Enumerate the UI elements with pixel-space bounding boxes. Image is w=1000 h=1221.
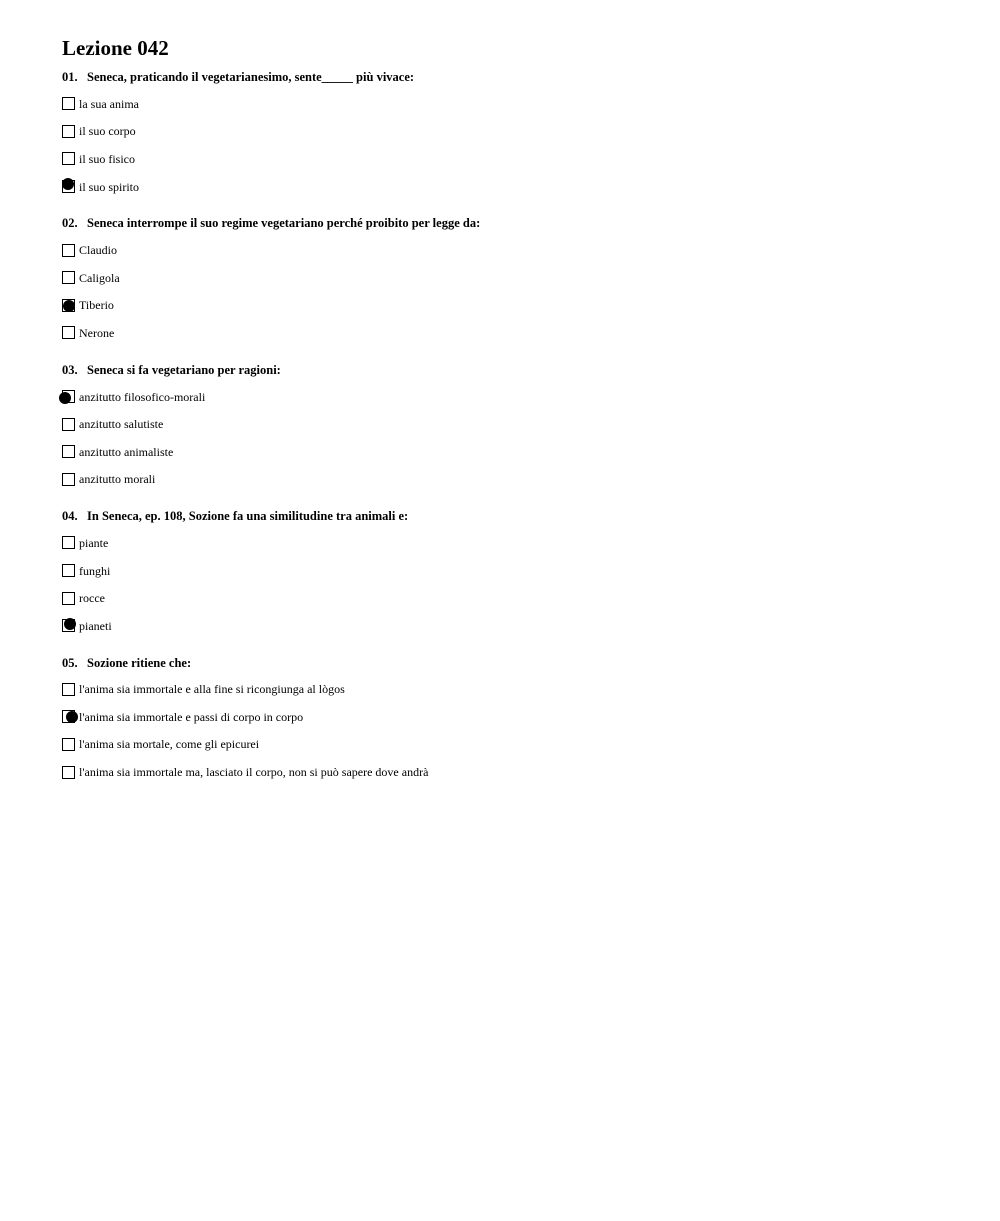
question-05 [62,654,962,786]
checkbox[interactable] [62,710,75,723]
option-label: Tiberio [79,298,114,313]
option-label: l'anima sia immortale e alla fine si ricongiunga al lògos [79,682,345,697]
question-number: 02. [62,216,78,231]
checkbox[interactable] [62,536,75,549]
option-q5-a[interactable] [62,676,962,704]
checkbox[interactable] [62,180,75,193]
checkbox[interactable] [62,418,75,431]
quiz-page [62,34,962,786]
option-label: l'anima sia immortale ma, lasciato il corpo, non si può sapere dove andrà [79,765,429,780]
checkbox[interactable] [62,326,75,339]
question-02 [62,214,962,346]
checkbox[interactable] [62,619,75,632]
option-q2-a[interactable] [62,236,962,264]
question-text [62,654,962,672]
option-label: Claudio [79,243,117,258]
option-label: piante [79,535,109,550]
option-label: pianeti [79,618,112,633]
option-q2-d[interactable] [62,319,962,347]
checkbox[interactable] [62,592,75,605]
option-label: funghi [79,563,111,578]
checkbox[interactable] [62,473,75,486]
option-q1-b[interactable] [62,118,962,146]
option-label: anzitutto animaliste [79,444,174,459]
option-label: Caligola [79,270,120,285]
option-q2-b[interactable] [62,264,962,292]
checked-mark [59,392,71,404]
option-label: l'anima sia mortale, come gli epicurei [79,737,260,752]
question-text [62,68,962,86]
checkbox[interactable] [62,97,75,110]
option-q5-c[interactable] [62,731,962,759]
option-q3-d[interactable] [62,466,962,494]
question-prompt: Seneca, praticando il vegetarianesimo, sente_____ più vivace: [87,70,415,84]
option-q4-a[interactable] [62,529,962,557]
checkbox[interactable] [62,299,75,312]
question-text [62,507,962,525]
option-q1-a[interactable] [62,90,962,118]
option-label: anzitutto morali [79,472,156,487]
option-q3-c[interactable] [62,438,962,466]
checkbox[interactable] [62,271,75,284]
option-label: il suo fisico [79,151,135,166]
option-label: Nerone [79,325,115,340]
question-text [62,214,962,232]
option-q3-b[interactable] [62,410,962,438]
question-number: 03. [62,362,78,377]
option-label: anzitutto filosofico-morali [79,389,206,404]
checkbox[interactable] [62,244,75,257]
question-prompt: Sozione ritiene che: [87,655,192,670]
question-prompt: In Seneca, ep. 108, Sozione fa una similitudine tra animali e: [87,509,409,524]
checkbox[interactable] [62,766,75,779]
question-number: 01. [62,70,78,84]
option-q5-b[interactable] [62,703,962,731]
option-q4-c[interactable] [62,584,962,612]
checked-mark [62,178,74,190]
checked-mark [64,618,76,630]
option-label: la sua anima [79,96,139,111]
checkbox[interactable] [62,390,75,403]
checkbox[interactable] [62,738,75,751]
question-text [62,361,962,379]
option-q4-d[interactable] [62,612,962,640]
page-title: Lezione 042 [62,36,169,60]
option-q2-c[interactable] [62,292,962,320]
question-number: 05. [62,655,78,670]
option-label: il suo spirito [79,179,140,194]
question-prompt: Seneca interrompe il suo regime vegetariano perché proibito per legge da: [87,216,481,231]
option-label: il suo corpo [79,124,136,139]
checked-mark [63,300,75,312]
checkbox[interactable] [62,445,75,458]
checkbox[interactable] [62,683,75,696]
option-label: rocce [79,591,105,606]
checkbox[interactable] [62,152,75,165]
option-q4-b[interactable] [62,557,962,585]
question-prompt: Seneca si fa vegetariano per ragioni: [87,362,281,377]
question-number: 04. [62,509,78,524]
checked-mark [66,711,78,723]
checkbox[interactable] [62,125,75,138]
question-01 [62,68,962,200]
option-q1-c[interactable] [62,145,962,173]
option-label: anzitutto salutiste [79,417,164,432]
option-q5-d[interactable] [62,758,962,786]
question-03 [62,361,962,493]
checkbox[interactable] [62,564,75,577]
question-04 [62,507,962,639]
option-label: l'anima sia immortale e passi di corpo in corpo [79,709,304,724]
option-q1-d[interactable] [62,173,962,201]
option-q3-a[interactable] [62,383,962,411]
